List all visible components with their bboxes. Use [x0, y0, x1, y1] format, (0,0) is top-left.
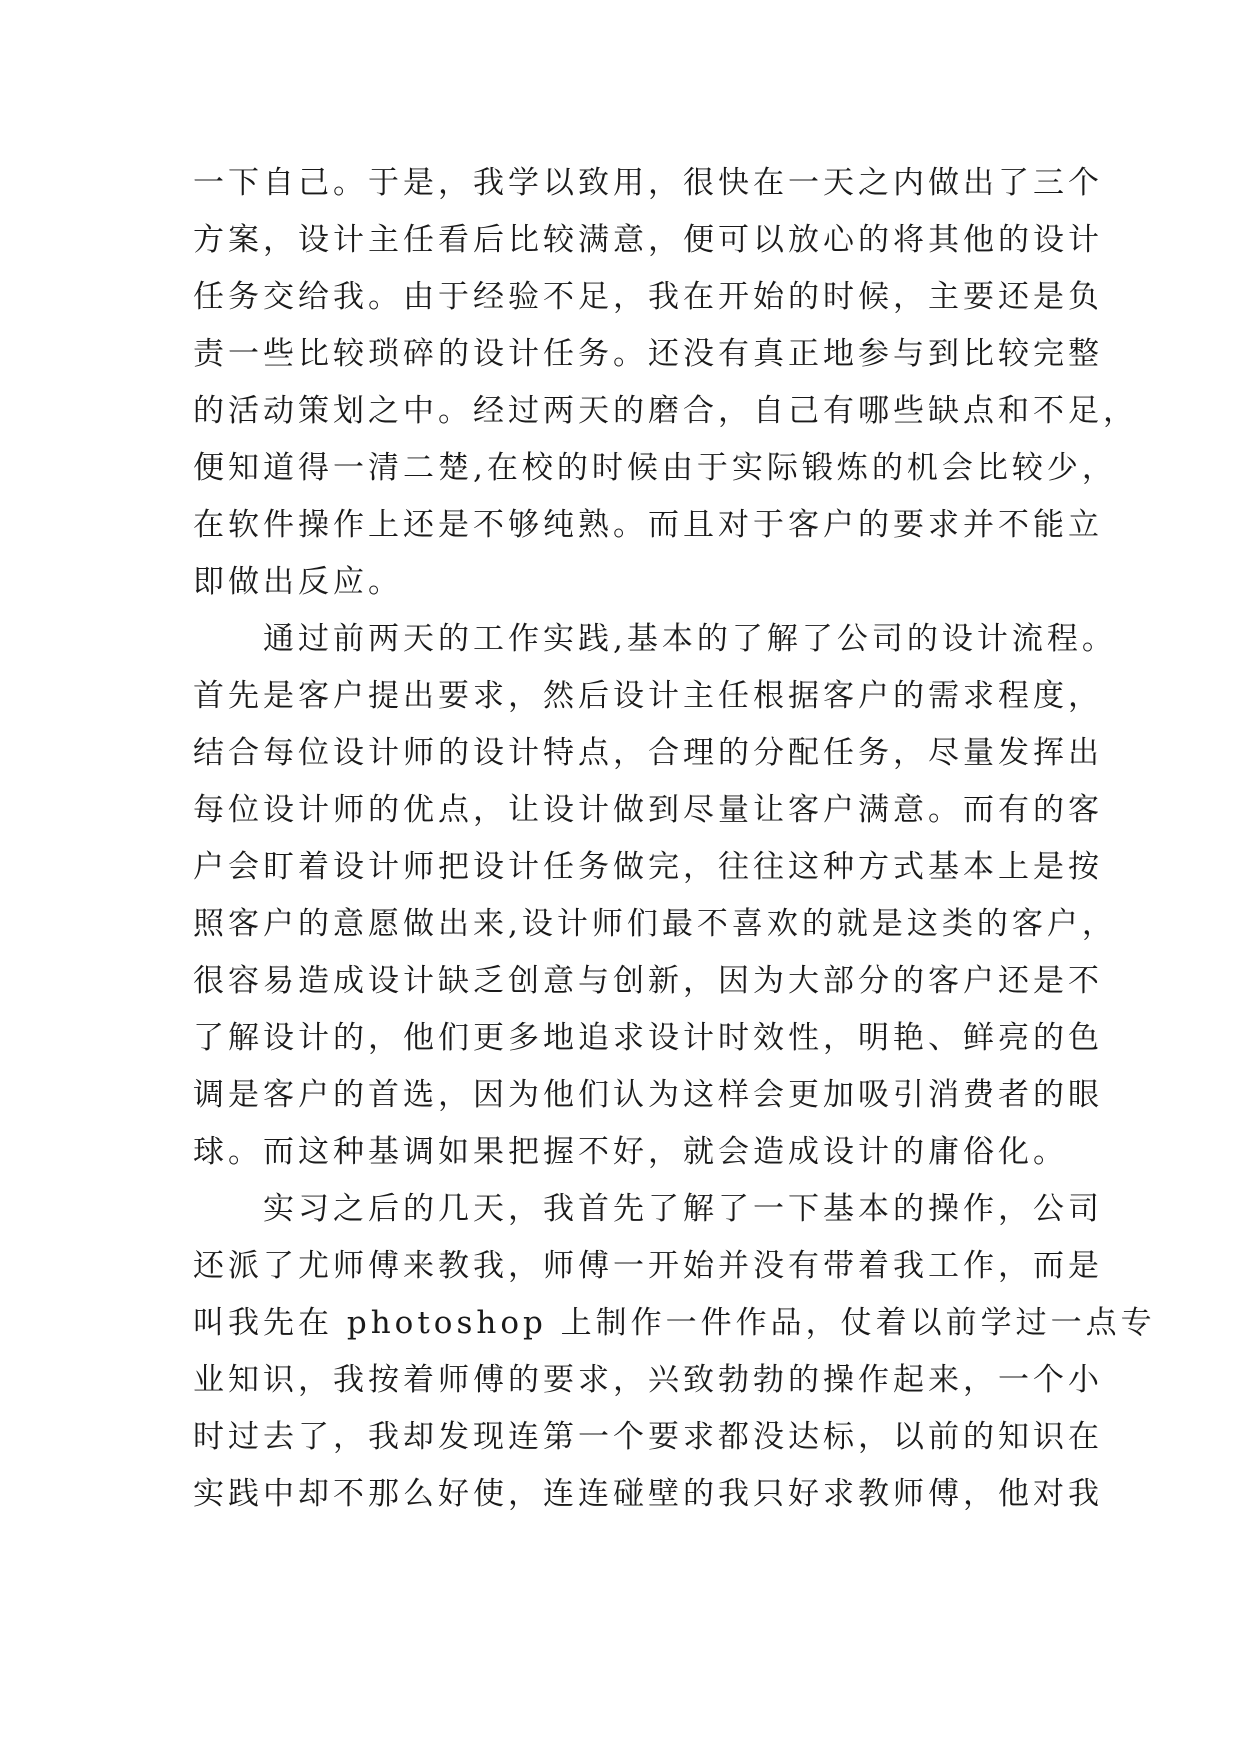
text-line: 了解设计的，他们更多地追求设计时效性，明艳、鲜亮的色 — [193, 1020, 1103, 1056]
text-line: 在软件操作上还是不够纯熟。而且对于客户的要求并不能立 — [193, 507, 1103, 543]
text-line: 责一些比较琐碎的设计任务。还没有真正地参与到比较完整 — [193, 336, 1103, 372]
text-line: 一下自己。于是，我学以致用，很快在一天之内做出了三个 — [193, 165, 1103, 201]
text-line: 照客户的意愿做出来,设计师们最不喜欢的就是这类的客户， — [193, 906, 1117, 942]
text-line: 球。而这种基调如果把握不好，就会造成设计的庸俗化。 — [193, 1134, 1068, 1170]
text-line: 户会盯着设计师把设计任务做完，往往这种方式基本上是按 — [193, 849, 1103, 885]
text-line: 首先是客户提出要求，然后设计主任根据客户的需求程度， — [193, 678, 1103, 714]
text-line: 方案，设计主任看后比较满意，便可以放心的将其他的设计 — [193, 222, 1103, 258]
text-line: 通过前两天的工作实践,基本的了解了公司的设计流程。 — [193, 621, 1117, 657]
text-line: 的活动策划之中。经过两天的磨合，自己有哪些缺点和不足， — [193, 393, 1138, 429]
text-line: 还派了尤师傅来教我，师傅一开始并没有带着我工作，而是 — [193, 1248, 1103, 1284]
text-line: 叫我先在 photoshop 上制作一件作品，仗着以前学过一点专 — [193, 1305, 1156, 1341]
text-line: 业知识，我按着师傅的要求，兴致勃勃的操作起来，一个小 — [193, 1362, 1103, 1398]
text-line: 实践中却不那么好使，连连碰壁的我只好求教师傅，他对我 — [193, 1476, 1103, 1512]
text-line: 便知道得一清二楚,在校的时候由于实际锻炼的机会比较少， — [193, 450, 1117, 486]
text-line: 任务交给我。由于经验不足，我在开始的时候，主要还是负 — [193, 279, 1103, 315]
text-line: 实习之后的几天，我首先了解了一下基本的操作，公司 — [193, 1191, 1103, 1227]
text-line: 调是客户的首选，因为他们认为这样会更加吸引消费者的眼 — [193, 1077, 1103, 1113]
text-line: 即做出反应。 — [193, 564, 403, 600]
text-line: 结合每位设计师的设计特点，合理的分配任务，尽量发挥出 — [193, 735, 1103, 771]
text-line: 时过去了，我却发现连第一个要求都没达标，以前的知识在 — [193, 1419, 1103, 1455]
text-line: 很容易造成设计缺乏创意与创新，因为大部分的客户还是不 — [193, 963, 1103, 999]
text-line: 每位设计师的优点，让设计做到尽量让客户满意。而有的客 — [193, 792, 1103, 828]
